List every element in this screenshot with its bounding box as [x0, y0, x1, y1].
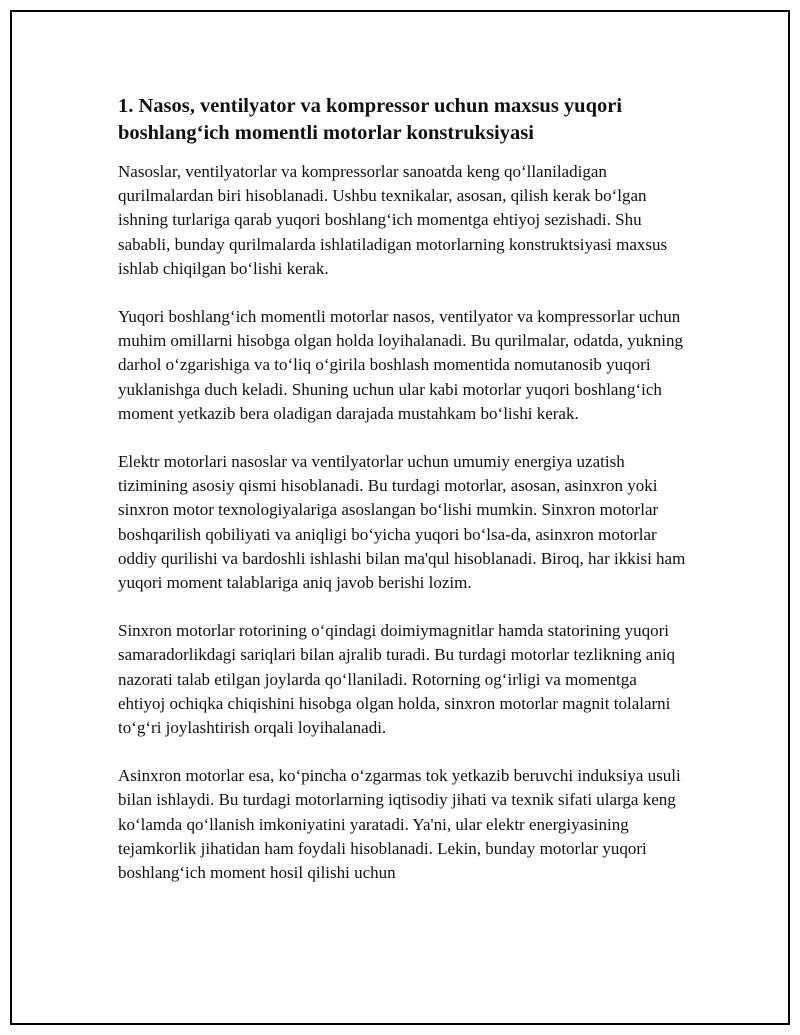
paragraph: Sinxron motorlar rotorining o‘qindagi doimiymagnitlar hamda statorining yuqori samaradorlikdagi sariqlari bilan ajralib turadi. Bu turdagi motorlar tezlikning aniq nazorati talab etilgan joylarda qo‘llaniladi. Rotorning og‘irligi va momentga ehtiyoj ochiqka chiqishini hisobga olgan holda, sinxron motorlar magnit tolalarni to‘g‘ri joylashtirish orqali loyihalanadi. — [118, 621, 676, 738]
document-body — [118, 93, 688, 909]
paragraph-list — [118, 160, 688, 885]
section-heading: 1. Nasos, ventilyator va kompressor uchun maxsus yuqori boshlang‘ich momentli motorlar konstruksiyasi — [118, 95, 623, 144]
paragraph: Nasoslar, ventilyatorlar va kompressorlar sanoatda keng qo‘llaniladigan qurilmalardan biri hisoblanadi. Ushbu texnikalar, asosan, qilish kerak bo‘lgan ishning turlariga qarab yuqori boshlang‘ich momentga ehtiyoj sezishadi. Shu sababli, bunday qurilmalarda ishlatiladigan motorlarning konstruktsiyasi maxsus ishlab chiqilgan bo‘lishi kerak. — [118, 162, 668, 278]
paragraph: Yuqori boshlang‘ich momentli motorlar nasos, ventilyator va kompressorlar uchun muhim omillarni hisobga olgan holda loyihalanadi. Bu qurilmalar, odatda, yukning darhol o‘zgarishiga va to‘liq o‘girila boshlash momentida nomutanosib yuqori yuklanishga duch keladi. Shuning uchun ular kabi motorlar yuqori boshlang‘ich moment yetkazib bera oladigan darajada mustahkam bo‘lishi kerak. — [118, 307, 683, 423]
paragraph: Elektr motorlari nasoslar va ventilyatorlar uchun umumiy energiya uzatish tizimining asosiy qismi hisoblanadi. Bu turdagi motorlar, asosan, asinxron yoki sinxron motor texnologiyalariga asoslangan bo‘lishi mumkin. Sinxron motorlar boshqarilish qobiliyati va aniqligi bo‘yicha yuqori bo‘lsa-da, asinxron motorlar oddiy qurilishi va bardoshli ishlashi bilan ma'qul hisoblanadi. Biroq, har ikkisi ham yuqori moment talablariga aniq javob berishi lozim. — [118, 452, 686, 593]
paragraph: Asinxron motorlar esa, ko‘pincha o‘zgarmas tok yetkazib beruvchi induksiya usuli bilan ishlaydi. Bu turdagi motorlarning iqtisodiy jihati va texnik sifati ularga keng ko‘lamda qo‘llanish imkoniyatini yaratadi. Ya'ni, ular elektr energiyasining tejamkorlik jihatidan ham foydali hisoblanadi. Lekin, bunday motorlar yuqori boshlang‘ich moment hosil qilishi uchun — [118, 766, 681, 883]
